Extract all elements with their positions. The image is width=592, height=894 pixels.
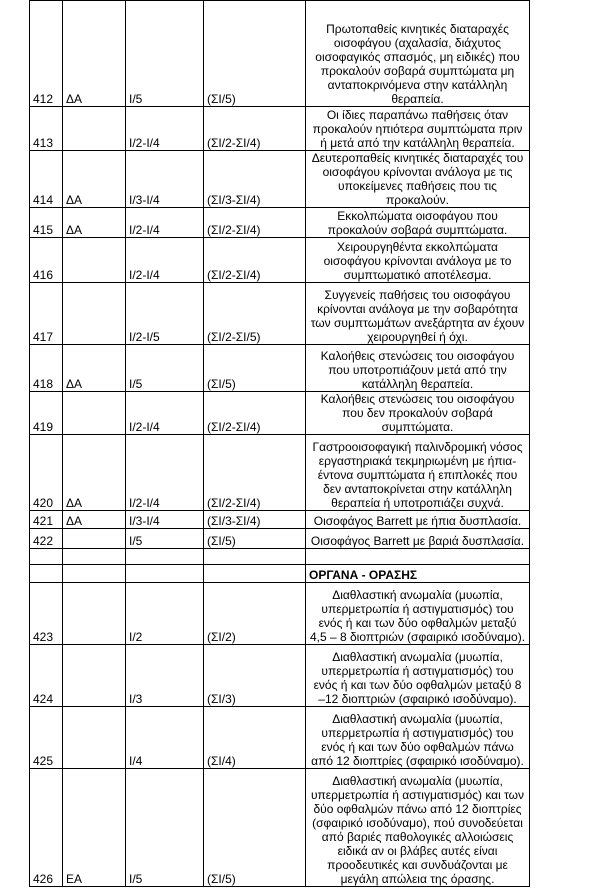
row-percentage-alt: (ΣΙ/5) (204, 769, 306, 887)
row-percentage-alt: (ΣΙ/4) (204, 707, 306, 769)
row-percentage: Ι/3-Ι/4 (126, 151, 204, 208)
row-percentage-alt: (ΣΙ/2-ΣΙ/4) (204, 107, 306, 151)
row-code: ΔΑ (63, 1, 126, 107)
row-description: Διαθλαστική ανωμαλία (μυωπία, υπερμετρωπία ή αστιγματισμός) του ενός ή και των δύο οφθαλμών μεταξύ 8 –12 διοπτριών (σφαιρικό ισοδύναμο). (306, 645, 530, 707)
row-description: Διαθλαστική ανωμαλία (μυωπία, υπερμετρωπία ή αστιγματισμός) του ενός ή και των δύο οφθαλμών μεταξύ 4,5 – 8 διοπτριών (σφαιρικό ισοδύναμο). (306, 583, 530, 645)
row-percentage: Ι/3 (126, 645, 204, 707)
table-row (30, 583, 530, 645)
row-number: 423 (30, 583, 63, 645)
row-percentage-alt: (ΣΙ/3-ΣΙ/4) (204, 511, 306, 529)
row-percentage-alt: (ΣΙ/2-ΣΙ/4) (204, 238, 306, 283)
table-row (30, 435, 530, 511)
row-description: Εκκολπώματα οισοφάγου που προκαλούν σοβαρά συμπτώματα. (306, 208, 530, 238)
row-number: 417 (30, 283, 63, 345)
row-description: Καλοήθεις στενώσεις του οισοφάγου που δεν προκαλούν σοβαρά συμπτώματα. (306, 392, 530, 435)
row-code (63, 529, 126, 549)
row-description: Γαστροοισοφαγική παλινδρομική νόσος εργαστηριακά τεκμηριωμένη με ήπια-έντονα συμπτώματα ή επιπλοκές που δεν ανταποκρίνεται στην κατάλληλη θεραπεία ή υποτροπιάζει συχνά. (306, 435, 530, 511)
table-row (30, 549, 530, 565)
row-code (63, 107, 126, 151)
row-code (63, 392, 126, 435)
table-row (30, 208, 530, 238)
row-percentage: Ι/3-Ι/4 (126, 511, 204, 529)
row-description: Χειρουργηθέντα εκκολπώματα οισοφάγου κρίνονται ανάλογα με το συμπτωματικό αποτέλεσμα. (306, 238, 530, 283)
row-percentage-alt: (ΣΙ/2-ΣΙ/4) (204, 208, 306, 238)
row-percentage-alt: (ΣΙ/5) (204, 529, 306, 549)
row-code (63, 549, 126, 565)
table-row (30, 345, 530, 392)
row-number: 422 (30, 529, 63, 549)
table-row (30, 707, 530, 769)
row-number: 412 (30, 1, 63, 107)
row-description: Οι ίδιες παραπάνω παθήσεις όταν προκαλούν ηπιότερα συμπτώματα πριν ή μετά από την κατάλληλη θεραπεία. (306, 107, 530, 151)
row-description: Διαθλαστική ανωμαλία (μυωπία, υπερμετρωπία ή αστιγματισμός) και των δύο οφθαλμών πάνω από 12 διοπτρίες (σφαιρικό ισοδύναμο), πού συνοδεύεται από βαριές παθολογικές αλλοιώσεις ειδικά αν οι βλάβες αυτές είναι προοδευτικές και συνδυάζονται με μεγάλη απώλεια της όρασης. (306, 769, 530, 887)
row-percentage-alt (204, 549, 306, 565)
row-description: Διαθλαστική ανωμαλία (μυωπία, υπερμετρωπία ή αστιγματισμός) του ενός ή και των δύο οφθαλμών πάνω από 12 διοπτρίες (σφαιρικό ισοδύναμο). (306, 707, 530, 769)
section-heading: ΟΡΓΑΝΑ - ΟΡΑΣΗΣ (306, 565, 530, 583)
row-code: ΔΑ (63, 345, 126, 392)
row-number: 424 (30, 645, 63, 707)
row-description: Οισοφάγος Barrett με βαριά δυσπλασία. (306, 529, 530, 549)
row-code: ΔΑ (63, 151, 126, 208)
row-number: 413 (30, 107, 63, 151)
row-percentage-alt: (ΣΙ/5) (204, 1, 306, 107)
table-row (30, 645, 530, 707)
table-row (30, 238, 530, 283)
table-row (30, 565, 530, 583)
table-row (30, 392, 530, 435)
row-number: 419 (30, 392, 63, 435)
row-percentage-alt: (ΣΙ/3-ΣΙ/4) (204, 151, 306, 208)
row-code (63, 583, 126, 645)
row-number (30, 549, 63, 565)
row-description: Καλοήθεις στενώσεις του οισοφάγου που υποτροπιάζουν μετά από την κατάλληλη θεραπεία. (306, 345, 530, 392)
row-number: 415 (30, 208, 63, 238)
row-description (306, 549, 530, 565)
row-code (63, 707, 126, 769)
row-description: Οισοφάγος Barrett με ήπια δυσπλασία. (306, 511, 530, 529)
row-description: Δευτεροπαθείς κινητικές διαταραχές του οισοφάγου κρίνονται ανάλογα με τις υποκείμενες παθήσεις που τις προκαλούν. (306, 151, 530, 208)
row-percentage: Ι/2 (126, 583, 204, 645)
row-description: Συγγενείς παθήσεις του οισοφάγου κρίνονται ανάλογα με την σοβαρότητα των συμπτωμάτων ανεξάρτητα αν έχουν χειρουργηθεί ή όχι. (306, 283, 530, 345)
row-percentage: Ι/5 (126, 769, 204, 887)
row-number: 421 (30, 511, 63, 529)
table-row (30, 283, 530, 345)
row-percentage (126, 549, 204, 565)
row-code: ΔΑ (63, 208, 126, 238)
row-percentage: Ι/2-Ι/4 (126, 392, 204, 435)
row-percentage (126, 565, 204, 583)
row-percentage: Ι/4 (126, 707, 204, 769)
row-number: 414 (30, 151, 63, 208)
table-row (30, 151, 530, 208)
row-percentage: Ι/5 (126, 345, 204, 392)
table-row (30, 1, 530, 107)
table-row (30, 769, 530, 887)
row-code (63, 565, 126, 583)
row-code (63, 283, 126, 345)
row-number: 425 (30, 707, 63, 769)
row-number: 416 (30, 238, 63, 283)
row-number: 426 (30, 769, 63, 887)
row-code (63, 238, 126, 283)
row-code: ΕΑ (63, 769, 126, 887)
row-percentage: Ι/2-Ι/4 (126, 238, 204, 283)
row-percentage-alt (204, 565, 306, 583)
row-percentage-alt: (ΣΙ/2) (204, 583, 306, 645)
row-percentage: Ι/2-Ι/5 (126, 283, 204, 345)
row-number: 418 (30, 345, 63, 392)
row-code: ΔΑ (63, 435, 126, 511)
row-percentage-alt: (ΣΙ/3) (204, 645, 306, 707)
table-body (30, 1, 530, 887)
row-percentage-alt: (ΣΙ/2-ΣΙ/5) (204, 283, 306, 345)
row-percentage-alt: (ΣΙ/2-ΣΙ/4) (204, 435, 306, 511)
row-percentage: Ι/2-Ι/4 (126, 107, 204, 151)
table-row (30, 529, 530, 549)
table-row (30, 107, 530, 151)
disability-table (29, 0, 530, 887)
row-number (30, 565, 63, 583)
row-percentage: Ι/5 (126, 1, 204, 107)
table-row (30, 511, 530, 529)
row-code: ΔΑ (63, 511, 126, 529)
row-percentage-alt: (ΣΙ/5) (204, 345, 306, 392)
row-code (63, 645, 126, 707)
row-number: 420 (30, 435, 63, 511)
row-description: Πρωτοπαθείς κινητικές διαταραχές οισοφάγου (αχαλασία, διάχυτος οισοφαγικός σπασμός, μη ειδικές) που προκαλούν σοβαρά συμπτώματα μη ανταποκρινόμενα στην κατάλληλη θεραπεία. (306, 1, 530, 107)
row-percentage: Ι/2-Ι/4 (126, 208, 204, 238)
row-percentage: Ι/2-Ι/4 (126, 435, 204, 511)
row-percentage-alt: (ΣΙ/2-ΣΙ/4) (204, 392, 306, 435)
row-percentage: Ι/5 (126, 529, 204, 549)
